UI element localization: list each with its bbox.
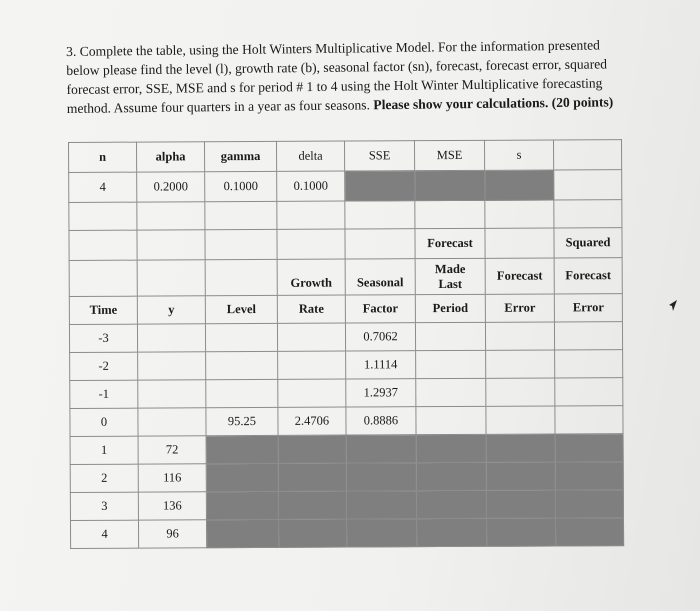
col-forecast-error-1: Forecast xyxy=(485,258,554,294)
y-cell: 116 xyxy=(138,464,206,492)
col-forecast-made-2: Made xyxy=(434,261,466,276)
param-header-s: s xyxy=(484,140,553,170)
y-cell: 72 xyxy=(138,436,206,464)
param-header-delta: delta xyxy=(276,141,344,171)
col-growth-2: Rate xyxy=(277,295,345,323)
level-cell xyxy=(205,323,277,351)
col-seasonal-1: Seasonal xyxy=(345,259,415,295)
table-row xyxy=(70,490,623,521)
time-cell: 3 xyxy=(70,492,138,520)
growth-cell xyxy=(278,379,346,407)
table-row xyxy=(70,518,623,549)
y-cell xyxy=(138,352,206,380)
y-cell xyxy=(138,380,206,408)
param-header-empty xyxy=(553,140,621,170)
time-cell: -1 xyxy=(70,380,138,408)
param-value-n: 4 xyxy=(69,172,137,202)
growth-cell: 2.4706 xyxy=(278,407,346,435)
col-forecast-error-2: Error xyxy=(485,294,554,322)
table-row xyxy=(69,322,622,353)
col-header-row-2 xyxy=(69,258,622,297)
question-instruction: Please show your calculations. (20 points) xyxy=(373,94,614,113)
param-header-mse: MSE xyxy=(414,140,484,170)
table-row xyxy=(70,462,623,493)
table-row xyxy=(70,406,623,437)
col-forecast-made-1: Forecast xyxy=(415,228,485,258)
seasonal-cell: 0.8886 xyxy=(346,407,416,435)
param-header-gamma: gamma xyxy=(205,141,277,171)
col-time: Time xyxy=(69,296,137,324)
s-cell xyxy=(485,170,554,200)
time-cell: 1 xyxy=(70,436,138,464)
col-growth-1: Growth xyxy=(277,259,345,295)
time-cell: 2 xyxy=(70,464,138,492)
time-cell: -2 xyxy=(70,352,138,380)
growth-cell xyxy=(277,323,345,351)
col-seasonal-2: Factor xyxy=(345,295,415,323)
mouse-pointer-icon xyxy=(668,300,678,312)
seasonal-cell: 1.1114 xyxy=(346,351,416,379)
blank-row xyxy=(69,200,622,231)
params-value-row xyxy=(69,170,622,203)
table-row xyxy=(70,350,623,381)
y-cell: 136 xyxy=(138,492,206,520)
mse-cell xyxy=(415,170,485,200)
params-header-row xyxy=(69,140,622,173)
param-value-delta: 0.1000 xyxy=(277,171,345,201)
param-value-empty xyxy=(554,170,622,200)
col-forecast-made-3: Last xyxy=(438,276,463,291)
col-header-row-3 xyxy=(69,294,622,325)
col-y: y xyxy=(137,296,205,324)
level-cell xyxy=(206,351,278,379)
param-header-alpha: alpha xyxy=(137,142,205,172)
level-cell: 95.25 xyxy=(206,407,278,435)
param-value-gamma: 0.1000 xyxy=(205,171,277,201)
question-text xyxy=(66,35,615,118)
param-header-n: n xyxy=(69,142,137,172)
param-value-alpha: 0.2000 xyxy=(137,172,205,202)
col-sq-error-3: Error xyxy=(554,294,622,322)
y-cell xyxy=(137,324,205,352)
col-forecast-made-2-3 xyxy=(415,258,485,294)
col-sq-error-2: Forecast xyxy=(554,258,622,294)
y-cell xyxy=(138,408,206,436)
table-row xyxy=(70,378,623,409)
question-number: 3. xyxy=(66,43,77,59)
growth-cell xyxy=(278,351,346,379)
level-cell xyxy=(206,379,278,407)
col-header-row-1 xyxy=(69,228,622,261)
param-header-sse: SSE xyxy=(344,141,414,171)
col-sq-error-1: Squared xyxy=(554,228,622,258)
sse-cell xyxy=(345,171,415,201)
time-cell: 0 xyxy=(70,408,138,436)
seasonal-cell: 0.7062 xyxy=(345,323,415,351)
y-cell: 96 xyxy=(138,520,206,548)
question-body: Complete the table, using the Holt Winters Multiplicative Model. For the information presented below please find the level (l), growth rate (b), seasonal factor (sn), forecast, forecast error, squared forecast error, SSE, MSE and s for period # 1 to 4 using the Holt Winter Multiplicative forecasting method. Assume four quarters in a year as four seasons. xyxy=(66,37,608,116)
table-row xyxy=(70,434,623,465)
col-level: Level xyxy=(205,295,277,323)
holt-winters-table xyxy=(68,139,624,549)
col-forecast-made-4: Period xyxy=(415,294,485,322)
time-cell: -3 xyxy=(69,324,137,352)
seasonal-cell: 1.2937 xyxy=(346,379,416,407)
time-cell: 4 xyxy=(70,520,138,548)
